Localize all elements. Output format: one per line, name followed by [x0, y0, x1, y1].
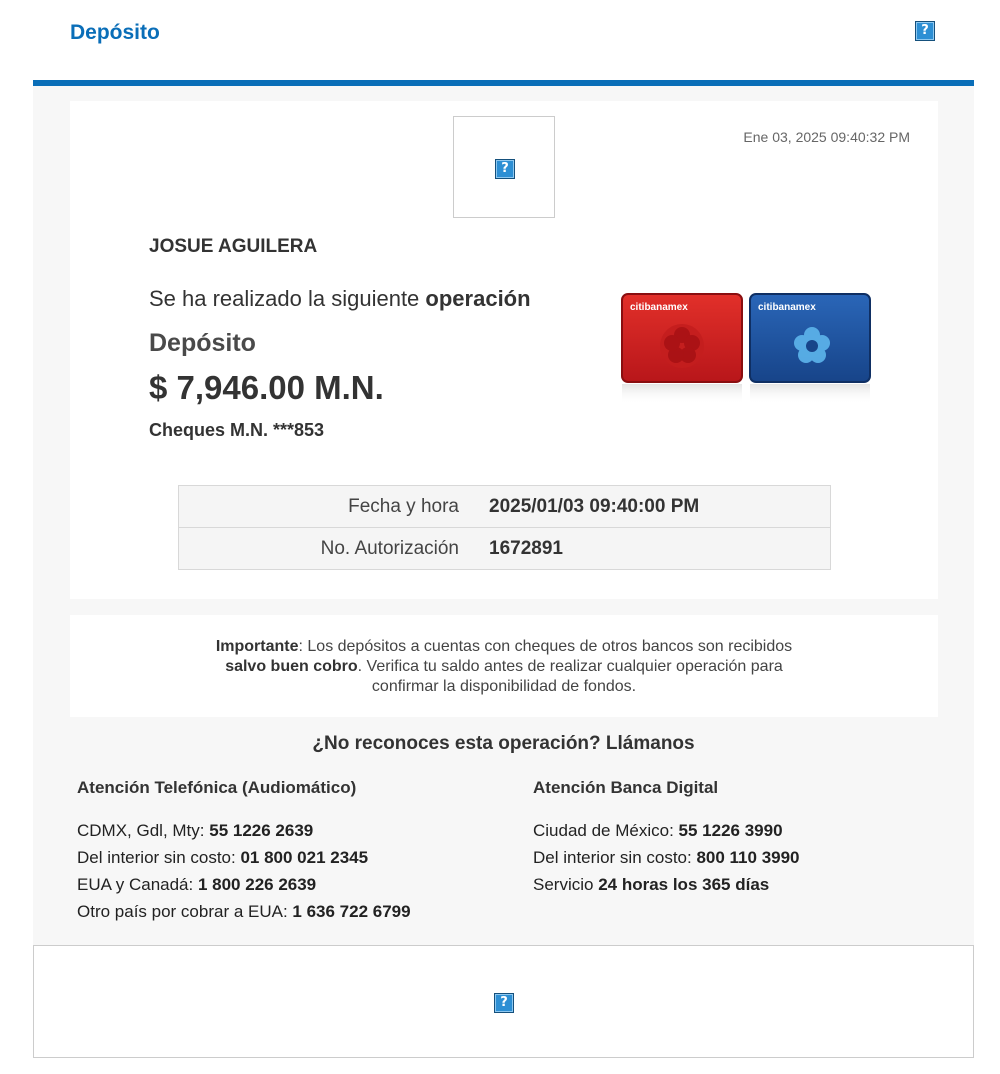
notice-text-1: : Los depósitos a cuentas con cheques de otros bancos son recibidos	[298, 638, 793, 655]
blue-card	[750, 294, 870, 404]
phone-number[interactable]: 1 800 226 2639	[197, 875, 317, 894]
important-notice	[70, 615, 938, 717]
operation-intro-bold: operación	[425, 286, 531, 311]
operation-intro	[149, 286, 531, 312]
detail-label: No. Autorización	[179, 528, 490, 570]
broken-image-icon: ?	[494, 993, 514, 1013]
table-row	[179, 486, 831, 528]
help-icon[interactable]: ?	[915, 21, 935, 41]
service-hours: 24 horas los 365 días	[598, 875, 770, 894]
digital-support-list	[533, 817, 800, 898]
operation-details-table	[178, 485, 831, 570]
receipt-date: Ene 03, 2025 09:40:32 PM	[743, 129, 910, 145]
digital-support-title: Atención Banca Digital	[533, 778, 719, 797]
phone-support-title: Atención Telefónica (Audiomático)	[77, 778, 357, 797]
operation-intro-text: Se ha realizado la siguiente	[149, 286, 426, 311]
notice-bold-1: Importante	[215, 638, 299, 655]
phone-number[interactable]: 1 636 722 6799	[292, 902, 411, 921]
phone-number[interactable]: 800 110 3990	[696, 848, 800, 867]
page-title: Depósito	[70, 21, 160, 44]
footer-image-placeholder	[33, 945, 974, 1058]
table-row	[179, 528, 831, 570]
notice-text-2: . Verifica tu saldo antes de realizar cualquier operación para	[357, 658, 783, 675]
list-item: Del interior sin costo: 800 110 3990	[533, 848, 800, 867]
detail-value: 2025/01/03 09:40:00 PM	[489, 486, 831, 528]
blue-card-brand: citibanamex	[758, 302, 816, 313]
list-item: Ciudad de México: 55 1226 3990	[533, 821, 783, 840]
phone-number[interactable]: 01 800 021 2345	[240, 848, 369, 867]
notice-bold-2: salvo buen cobro	[225, 658, 358, 675]
detail-value: 1672891	[489, 528, 831, 570]
phone-number[interactable]: 55 1226 3990	[678, 821, 783, 840]
red-card-brand: citibanamex	[630, 302, 688, 313]
customer-name: JOSUE AGUILERA	[149, 236, 318, 257]
account-label: Cheques M.N. ***853	[149, 420, 325, 440]
list-item: Servicio 24 horas los 365 días	[533, 875, 770, 894]
bank-logo-placeholder	[453, 116, 555, 218]
phone-support-list	[77, 817, 411, 925]
detail-label: Fecha y hora	[179, 486, 490, 528]
list-item: CDMX, Gdl, Mty: 55 1226 2639	[77, 821, 314, 840]
operation-amount: $ 7,946.00 M.N.	[149, 369, 384, 406]
phone-number[interactable]: 55 1226 2639	[209, 821, 314, 840]
contact-cta: ¿No reconoces esta operación? Llámanos	[312, 733, 695, 754]
red-card	[622, 294, 742, 404]
bank-cards-image	[618, 290, 878, 420]
broken-image-icon: ?	[495, 159, 515, 179]
list-item: Del interior sin costo: 01 800 021 2345	[77, 848, 369, 867]
operation-type: Depósito	[149, 329, 256, 357]
list-item: EUA y Canadá: 1 800 226 2639	[77, 875, 317, 894]
list-item: Otro país por cobrar a EUA: 1 636 722 6799	[77, 902, 411, 921]
notice-text-3: confirmar la disponibilidad de fondos.	[371, 678, 637, 695]
